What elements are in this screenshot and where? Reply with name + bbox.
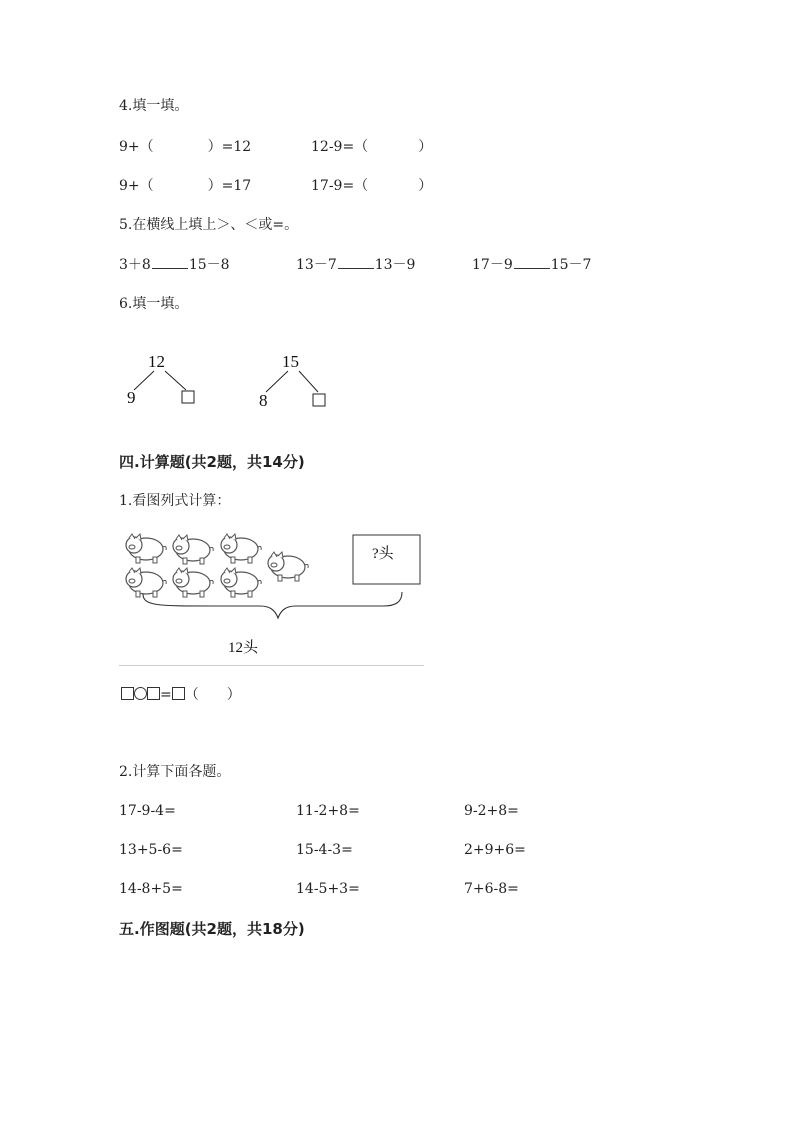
section-5-heading: 五.作图题(共2题，共18分) — [119, 920, 305, 938]
calc-item: 17-9-4= — [119, 803, 176, 819]
tree-branch — [165, 371, 186, 390]
pig-icon — [126, 568, 166, 597]
answer-box[interactable] — [313, 394, 325, 406]
pig-icon — [173, 568, 213, 597]
equals-sign: = — [160, 687, 172, 703]
compare-blank[interactable] — [514, 256, 550, 269]
pig-icon — [268, 552, 308, 581]
pig-icon — [221, 534, 261, 563]
q5-item-left: 3＋8 — [119, 257, 151, 273]
q5-title: 5.在横线上填上＞、＜或=。 — [119, 217, 299, 233]
calc-item: 2+9+6= — [464, 842, 526, 858]
s4-q1-title: 1.看图列式计算： — [119, 493, 231, 509]
calc-item: 11-2+8= — [296, 803, 360, 819]
q4-row1-left-post: ）=12 — [207, 139, 252, 155]
pig-icon — [173, 535, 213, 564]
compare-blank[interactable] — [152, 256, 188, 269]
answer-box[interactable] — [182, 391, 194, 403]
tree-branch — [134, 371, 154, 390]
q4-row2-right-pre: 17-9=（ — [311, 178, 369, 194]
pigs-picture — [118, 528, 428, 658]
q5-item-3 — [472, 256, 591, 274]
q4-row1-left-pre: 9+（ — [119, 139, 154, 155]
q4-row1-left — [119, 138, 251, 156]
answer-box[interactable] — [147, 687, 160, 700]
tree-left-number: 9 — [127, 388, 136, 407]
number-tree-1 — [120, 348, 210, 412]
calc-item: 14-5+3= — [296, 881, 360, 897]
tree-top-number: 15 — [282, 352, 299, 371]
q5-item-right: 15－7 — [550, 257, 592, 273]
q5-item-right: 15－8 — [188, 257, 230, 273]
q4-row1-right — [311, 138, 432, 156]
tree-left-number: 8 — [259, 391, 268, 410]
brace-icon — [143, 592, 402, 618]
q4-row1-right-post: ） — [418, 139, 433, 155]
q5-item-left: 13－7 — [296, 257, 337, 273]
total-label: 12头 — [228, 640, 259, 656]
compare-blank[interactable] — [338, 256, 374, 269]
calc-item: 15-4-3= — [296, 842, 353, 858]
tree-branch — [266, 371, 288, 392]
calc-item: 9-2+8= — [464, 803, 519, 819]
divider — [119, 665, 424, 666]
answer-paren[interactable]: （ ） — [184, 687, 241, 703]
calc-item: 13+5-6= — [119, 842, 183, 858]
number-tree-2 — [254, 348, 344, 412]
s4-q1-answer-line — [121, 686, 241, 704]
calc-item: 7+6-8= — [464, 881, 519, 897]
answer-box[interactable] — [121, 687, 134, 700]
pig-icon — [221, 568, 261, 597]
answer-box[interactable] — [172, 687, 185, 700]
calc-item: 14-8+5= — [119, 881, 183, 897]
section-4-heading: 四.计算题(共2题，共14分) — [119, 453, 305, 471]
tree-branch — [299, 371, 318, 392]
q6-title: 6.填一填。 — [119, 296, 189, 312]
q4-row1-right-pre: 12-9=（ — [311, 139, 369, 155]
s4-q2-title: 2.计算下面各题。 — [119, 764, 231, 780]
q4-title: 4.填一填。 — [119, 98, 189, 114]
q4-row2-left-post: ）=17 — [207, 178, 252, 194]
q5-item-right: 13－9 — [374, 257, 416, 273]
q4-row2-left-pre: 9+（ — [119, 178, 154, 194]
q5-item-2 — [296, 256, 415, 274]
q5-item-1 — [119, 256, 230, 274]
pig-icon — [126, 534, 166, 563]
q4-row2-right — [311, 177, 432, 195]
q4-row2-right-post: ） — [418, 178, 433, 194]
q5-item-left: 17－9 — [472, 257, 513, 273]
unknown-box-label: ?头 — [372, 546, 394, 562]
q4-row2-left — [119, 177, 251, 195]
tree-top-number: 12 — [148, 352, 165, 371]
operator-circle[interactable] — [134, 687, 147, 700]
